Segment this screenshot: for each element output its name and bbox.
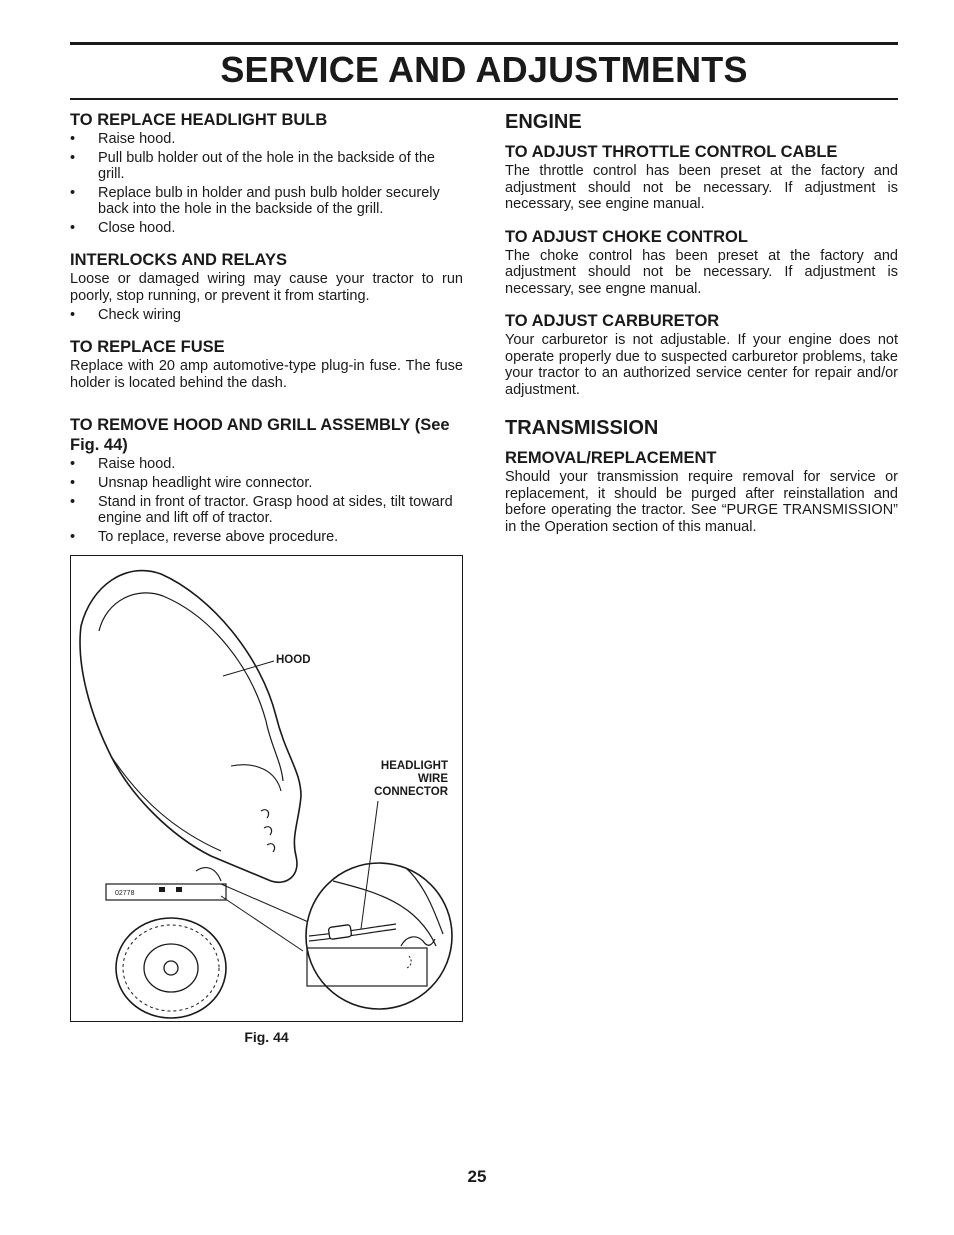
connector-label-line: HEADLIGHT [380,760,448,772]
choke-text: The choke control has been preset at the factory and adjustment should not be necessary. If adjustment is necessary, see engne manual. [505,247,898,297]
removal-section [505,448,898,535]
list-item: • Pull bulb holder out of the hole in the backside of the grill. [70,150,463,182]
carburetor-text: Your carburetor is not adjustable. If your engine does not operate properly due to suspected carburetor problems, take your tractor to an authorized service center for repair and/or adjustment. [505,332,898,398]
list-item: • Unsnap headlight wire connector. [70,475,463,491]
connector-label [374,760,448,799]
frame-hole [159,887,165,892]
connector-label-line: CONNECTOR [374,786,448,798]
title-bottom-rule [70,98,898,100]
headlight-steps [70,131,463,236]
interlocks-heading: INTERLOCKS AND RELAYS [70,251,287,269]
throttle-text: The throttle control has been preset at the factory and adjustment should not be necessary. If adjustment is necessary, see engine manual. [505,163,898,212]
fuse-heading: TO REPLACE FUSE [70,338,225,356]
zoom-leader [221,884,313,924]
hood-label: HOOD [276,654,311,666]
interlocks-text: Loose or damaged wiring may cause your tractor to run poorly, stop running, or prevent it from starting. [70,271,463,304]
figure-44 [70,555,463,1022]
wire-connector [328,925,351,940]
figure-caption: Fig. 44 [244,1029,289,1045]
zoom-leader [221,896,303,951]
interlocks-steps [70,307,463,323]
part-number: 02778 [115,890,135,897]
carburetor-heading: TO ADJUST CARBURETOR [505,312,720,330]
fuse-text: Replace with 20 amp automotive-type plug-in fuse. The fuse holder is located behind the dash. [70,358,463,391]
throttle-heading: TO ADJUST THROTTLE CONTROL CABLE [505,143,838,161]
wheel-hub [164,961,178,975]
fuse-section [70,337,463,391]
connector-label-line: WIRE [417,773,448,785]
hood-section [70,415,463,545]
list-item: • Check wiring [70,307,463,323]
interlocks-section [70,250,463,323]
carburetor-section [505,311,898,398]
hood-heading: TO REMOVE HOOD AND GRILL ASSEMBLY (See Fig. 44) [70,416,450,454]
hood-steps [70,456,463,545]
page-title: SERVICE AND ADJUSTMENTS [220,49,748,90]
right-column [505,110,898,549]
list-item: • Raise hood. [70,456,463,472]
frame-hole [176,887,182,892]
list-item: • Raise hood. [70,131,463,147]
removal-heading: REMOVAL/REPLACEMENT [505,449,717,467]
choke-heading: TO ADJUST CHOKE CONTROL [505,227,748,246]
headlight-section [70,110,463,236]
list-item: • Replace bulb in holder and push bulb holder securely back into the hole in the backside of the grill. [70,185,463,217]
left-column [70,110,463,559]
list-item: • To replace, reverse above procedure. [70,529,463,545]
engine-heading: ENGINE [505,111,582,133]
page-number: 25 [467,1167,487,1186]
transmission-heading: TRANSMISSION [505,417,659,439]
list-item: • Close hood. [70,220,463,236]
title-top-rule [70,42,898,45]
choke-section [505,227,898,298]
list-item: • Stand in front of tractor. Grasp hood at sides, tilt toward engine and lift off of tractor. [70,494,463,526]
removal-text: Should your transmission require removal for service or replacement, it should be purged after reinstallation and before operating the tractor. See “PURGE TRANSMISSION” in the Operation section of this manual. [505,469,898,535]
headlight-heading: TO REPLACE HEADLIGHT BULB [70,111,328,129]
frame-bracket [196,868,221,881]
throttle-section [505,142,898,213]
